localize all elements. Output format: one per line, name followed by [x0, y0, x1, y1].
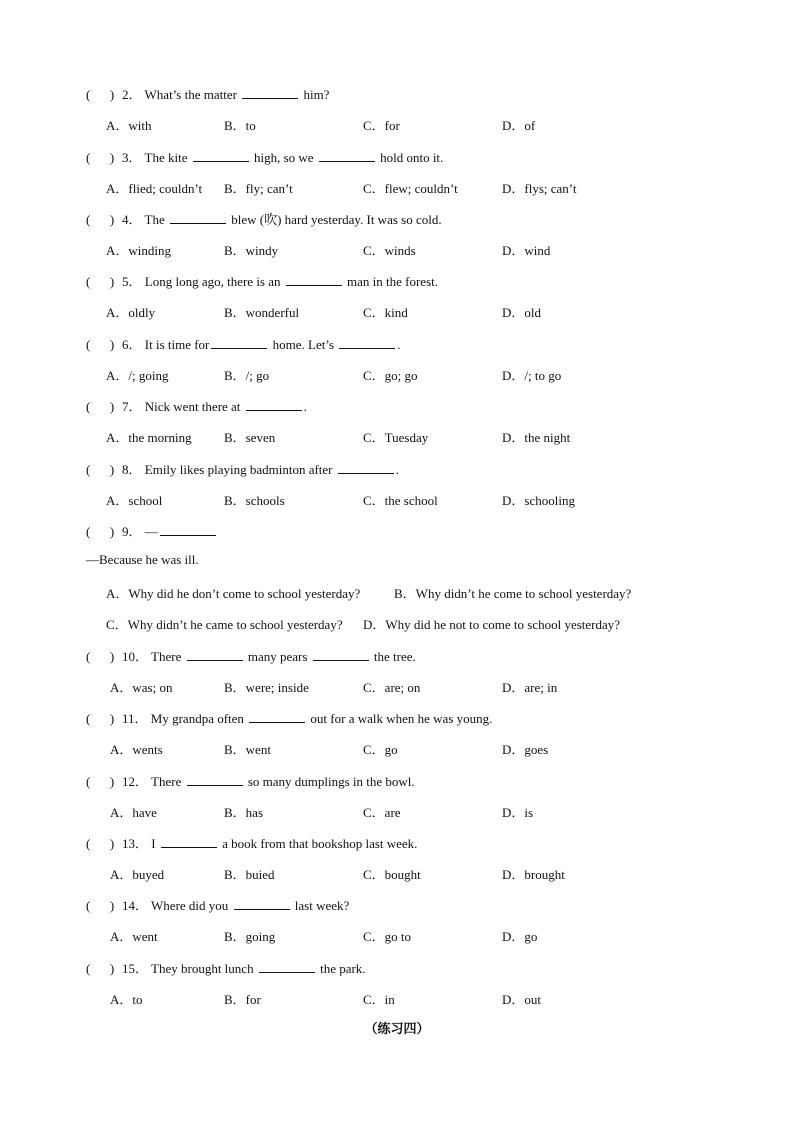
question-12 [86, 771, 415, 790]
option-c[interactable]: C．are; on [363, 680, 421, 695]
option-d[interactable]: D．schooling [502, 493, 575, 508]
option-d[interactable]: D．old [502, 305, 542, 320]
question-3 [86, 147, 443, 166]
question-stem: — [142, 524, 218, 539]
option-d[interactable]: D．is [502, 805, 534, 820]
question-number: 2． [122, 87, 142, 102]
question-number: 14． [122, 898, 149, 913]
option-c[interactable]: C．Why didn’t he came to school yesterday? [106, 617, 343, 632]
answer-blank [161, 836, 217, 848]
option-b[interactable]: B．has [224, 805, 264, 820]
option-d[interactable]: D．the night [502, 430, 571, 445]
option-b[interactable]: B．Why didn’t he come to school yesterday? [394, 586, 632, 601]
option-a[interactable]: A．to [110, 992, 143, 1007]
option-c[interactable]: C．bought [363, 867, 421, 882]
option-c[interactable]: C．for [363, 118, 400, 133]
answer-paren[interactable]: ( ) [86, 462, 115, 477]
section-footer: （练习四） [364, 1021, 430, 1036]
question-number: 11． [122, 711, 148, 726]
option-a[interactable]: A．/; going [106, 368, 169, 383]
question-number: 3． [122, 150, 142, 165]
question-stem: My grandpa often out for a walk when he was young. [147, 711, 493, 726]
option-b[interactable]: B．were; inside [224, 680, 309, 695]
question-stem: They brought lunch the park. [148, 961, 366, 976]
option-b[interactable]: B．went [224, 742, 271, 757]
option-d[interactable]: D．go [502, 929, 538, 944]
option-a[interactable]: A．flied; couldn’t [106, 181, 203, 196]
option-a[interactable]: A．wents [110, 742, 163, 757]
answer-paren[interactable]: ( ) [86, 898, 115, 913]
option-d[interactable]: D．/; to go [502, 368, 562, 383]
question-14 [86, 895, 349, 914]
option-d[interactable]: D．are; in [502, 680, 558, 695]
answer-blank [339, 337, 395, 349]
option-d[interactable]: D．out [502, 992, 542, 1007]
option-b[interactable]: B．schools [224, 493, 285, 508]
option-b[interactable]: B．/; go [224, 368, 270, 383]
answer-blank [313, 649, 369, 661]
answer-blank [187, 774, 243, 786]
question-stem: Where did you last week? [148, 898, 350, 913]
question-number: 10． [122, 649, 149, 664]
option-c[interactable]: C．kind [363, 305, 408, 320]
answer-paren[interactable]: ( ) [86, 524, 115, 539]
option-c[interactable]: C．go; go [363, 368, 418, 383]
question-13 [86, 833, 417, 852]
question-6 [86, 334, 401, 353]
option-c[interactable]: C．the school [363, 493, 438, 508]
question-number: 4． [122, 212, 142, 227]
option-a[interactable]: A．Why did he don’t come to school yesterday? [106, 586, 361, 601]
question-stem: Emily likes playing badminton after . [141, 462, 400, 477]
answer-blank [249, 711, 305, 723]
option-d[interactable]: D．goes [502, 742, 549, 757]
question-stem: There many pears the tree. [148, 649, 416, 664]
option-d[interactable]: D．of [502, 118, 536, 133]
option-c[interactable]: C．go [363, 742, 398, 757]
question-5 [86, 271, 438, 290]
option-d[interactable]: D．Why did he not to come to school yesterday? [363, 617, 621, 632]
option-b[interactable]: B．to [224, 118, 256, 133]
option-a[interactable]: A．oldly [106, 305, 156, 320]
answer-blank [160, 524, 216, 536]
answer-blank [170, 212, 226, 224]
answer-blank [193, 150, 249, 162]
question-stem: It is time for home. Let’s . [141, 337, 401, 352]
answer-blank [187, 649, 243, 661]
question-stem: The blew (吹) hard yesterday. It was so cold. [141, 212, 442, 227]
question-number: 6． [122, 337, 142, 352]
option-b[interactable]: B．windy [224, 243, 279, 258]
answer-paren[interactable]: ( ) [86, 212, 115, 227]
question-9 [86, 521, 218, 540]
option-a[interactable]: A．was; on [110, 680, 173, 695]
question-stem: What’s the matter him? [141, 87, 330, 102]
question-stem: Long long ago, there is an man in the forest. [141, 274, 438, 289]
option-b[interactable]: B．going [224, 929, 276, 944]
option-c[interactable]: C．Tuesday [363, 430, 429, 445]
option-a[interactable]: A．with [106, 118, 152, 133]
question-stem: I a book from that bookshop last week. [148, 836, 418, 851]
question-2 [86, 84, 329, 103]
option-d[interactable]: D．brought [502, 867, 565, 882]
dialogue-answer: —Because he was ill. [86, 552, 199, 567]
question-10 [86, 646, 416, 665]
answer-paren[interactable]: ( ) [86, 87, 115, 102]
answer-blank [338, 462, 394, 474]
answer-blank [211, 337, 267, 349]
question-7 [86, 396, 307, 415]
answer-paren[interactable]: ( ) [86, 274, 115, 289]
option-c[interactable]: C．are [363, 805, 401, 820]
answer-blank [246, 399, 302, 411]
answer-paren[interactable]: ( ) [86, 150, 115, 165]
question-number: 13． [122, 836, 149, 851]
option-a[interactable]: A．went [110, 929, 158, 944]
question-stem: The kite high, so we hold onto it. [141, 150, 444, 165]
question-number: 7． [122, 399, 142, 414]
option-c[interactable]: C．flew; couldn’t [363, 181, 458, 196]
option-a[interactable]: A．have [110, 805, 157, 820]
option-b[interactable]: B．for [224, 992, 261, 1007]
answer-blank [286, 274, 342, 286]
option-b[interactable]: B．fly; can’t [224, 181, 293, 196]
question-number: 12． [122, 774, 149, 789]
option-c[interactable]: C．in [363, 992, 395, 1007]
answer-paren[interactable]: ( ) [86, 836, 115, 851]
option-d[interactable]: D．wind [502, 243, 551, 258]
option-b[interactable]: B．wonderful [224, 305, 300, 320]
option-b[interactable]: B．seven [224, 430, 276, 445]
question-number: 9． [122, 524, 142, 539]
answer-blank [242, 87, 298, 99]
answer-paren[interactable]: ( ) [86, 337, 115, 352]
question-4 [86, 209, 442, 228]
question-8 [86, 459, 399, 478]
answer-blank [319, 150, 375, 162]
option-c[interactable]: C．winds [363, 243, 416, 258]
option-d[interactable]: D．flys; can’t [502, 181, 577, 196]
answer-paren[interactable]: ( ) [86, 399, 115, 414]
question-number: 8． [122, 462, 142, 477]
question-number: 15． [122, 961, 149, 976]
answer-blank [259, 961, 315, 973]
option-b[interactable]: B．buied [224, 867, 275, 882]
option-a[interactable]: A．winding [106, 243, 172, 258]
answer-blank [234, 898, 290, 910]
option-a[interactable]: A．school [106, 493, 163, 508]
question-11 [86, 708, 492, 727]
option-a[interactable]: A．buyed [110, 867, 165, 882]
answer-paren[interactable]: ( ) [86, 649, 115, 664]
option-c[interactable]: C．go to [363, 929, 412, 944]
answer-paren[interactable]: ( ) [86, 711, 115, 726]
answer-paren[interactable]: ( ) [86, 774, 115, 789]
question-15 [86, 958, 366, 977]
question-stem: Nick went there at . [141, 399, 307, 414]
question-number: 5． [122, 274, 142, 289]
answer-paren[interactable]: ( ) [86, 961, 115, 976]
option-a[interactable]: A．the morning [106, 430, 192, 445]
question-stem: There so many dumplings in the bowl. [148, 774, 415, 789]
